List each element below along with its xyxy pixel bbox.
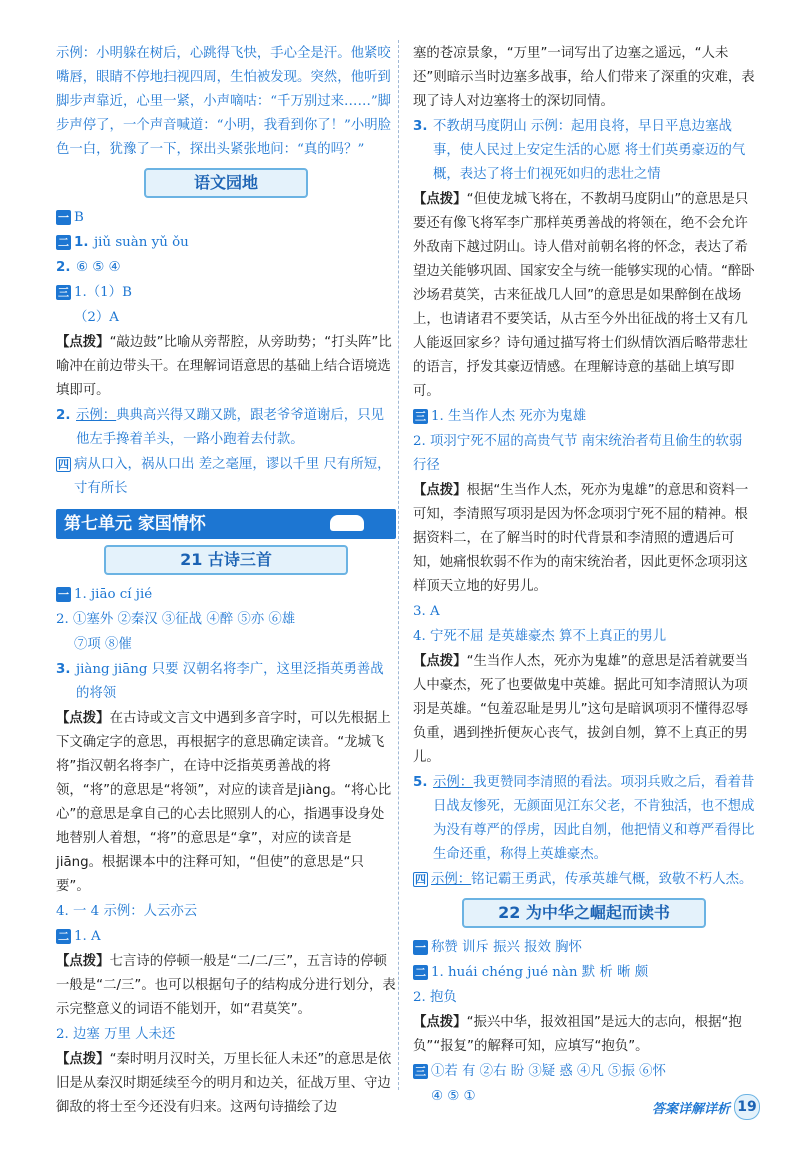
tip-paragraph <box>413 188 755 404</box>
section-badge: 二 <box>58 236 69 249</box>
answer-row-3-ex <box>56 404 396 452</box>
section-badge: 二 <box>415 966 426 979</box>
answer-text: 1.（1）B <box>74 285 132 300</box>
tip-paragraph <box>56 950 396 1022</box>
tip-paragraph <box>413 650 755 770</box>
section-badge: 一 <box>58 588 69 601</box>
l22-row-2-2 <box>413 986 755 1010</box>
answer-text: 2. 抱负 <box>413 990 457 1005</box>
answer-row-1 <box>56 206 396 230</box>
answer-text: 称赞 训斥 振兴 报效 胸怀 <box>431 940 582 955</box>
item-number: 3. <box>56 662 71 677</box>
answer-text: 2. 边塞 万里 人未还 <box>56 1027 176 1042</box>
tip-paragraph <box>56 331 396 403</box>
answer-text: 4. 宁死不屈 是英雄豪杰 算不上真正的男儿 <box>413 629 667 644</box>
unit-title: 第七单元 家国情怀 <box>64 514 206 534</box>
item-number: 3. <box>413 119 428 134</box>
left-column <box>56 42 396 1120</box>
answer-text: 典典高兴得又蹦又跳，跟老爷爷道谢后，只见他左手搀着羊头，一路小跑着去付款。 <box>76 408 384 447</box>
tip-text: “敲边鼓”比喻从旁帮腔，从旁助势；“打头阵”比喻冲在前边带头干。在理解词语意思的基础上结合语境选填即可。 <box>56 335 392 398</box>
answer-text: 1. A <box>74 929 101 944</box>
answer-text: ⑥ ⑤ ④ <box>76 260 121 275</box>
answer-text: ⑦项 ⑧催 <box>74 637 132 652</box>
example-label: 示例： <box>76 408 117 423</box>
answer-text: 2. ①塞外 ②秦汉 ③征战 ④醉 ⑤亦 ⑥雄 <box>56 612 296 627</box>
item-number: 5. <box>413 775 428 790</box>
answer-row-2-2 <box>56 256 396 280</box>
page-number: 19 <box>734 1094 760 1120</box>
l21-row-2b <box>56 633 396 657</box>
item-number: 2. <box>56 260 71 275</box>
tip-label: 【点拨】 <box>56 335 110 350</box>
section-badge: 四 <box>415 873 426 886</box>
answer-text: 4. 一 4 示例：人云亦云 <box>56 904 198 919</box>
example-text: 小明躲在树后，心跳得飞快，手心全是汗。他紧咬嘴唇，眼睛不停地扫视四周，生怕被发现。突然，他听到脚步声靠近，心里一紧，小声嘀咕：“千万别过来……”脚步声停了，一个声音喊道：“小明，我看到你了！”小明脸色一白，犹豫了一下，探出头紧张地问：“真的吗？” <box>56 46 392 157</box>
lesson-22-title: 22 为中华之崛起而读书 <box>462 898 706 928</box>
item-number: 2. <box>56 408 71 423</box>
tip-label: 【点拨】 <box>56 711 110 726</box>
l22-row-3 <box>413 1060 755 1084</box>
unit-banner <box>56 509 396 539</box>
s3-row-1 <box>413 405 755 429</box>
section-badge: 一 <box>58 211 69 224</box>
answer-row-3-1 <box>56 281 396 305</box>
answer-text: 3. A <box>413 604 440 619</box>
answer-text: jiǔ suàn yǔ ǒu <box>94 235 189 250</box>
example-paragraph <box>56 42 396 162</box>
section-badge: 一 <box>415 941 426 954</box>
example-label: 示例： <box>56 46 97 61</box>
tip-label: 【点拨】 <box>56 954 110 969</box>
tip-paragraph <box>56 707 396 899</box>
l21-s2-row-2 <box>56 1023 396 1047</box>
tip-label: 【点拨】 <box>413 192 467 207</box>
l21-row-1 <box>56 583 396 607</box>
continued-paragraph: 塞的苍凉景象，“万里”一词写出了边塞之遥远，“人未还”则暗示当时边塞多战事，给人们带来了深重的灾难，表现了诗人对边塞将士的深切同情。 <box>413 46 755 109</box>
tip-paragraph <box>413 1011 755 1059</box>
tip-text: “振兴中华，报效祖国”是远大的志向，根据“抱负”“报复”的解释可知，应填写“抱负”。 <box>413 1015 742 1054</box>
s4-row <box>413 868 755 892</box>
answer-text: ①若 有 ②右 盼 ③疑 惑 ④凡 ⑤振 ⑥怀 <box>431 1064 666 1079</box>
l21-row-3 <box>56 658 396 706</box>
section-badge: 二 <box>58 930 69 943</box>
answer-text: 1. huái chéng jué nàn 默 析 晰 颇 <box>431 965 649 980</box>
section-badge: 四 <box>58 458 69 471</box>
answer-text: jiàng jiāng 只要 汉朝名将李广，这里泛指英勇善战的将领 <box>76 662 384 701</box>
tip-label: 【点拨】 <box>56 1052 110 1067</box>
tip-text: 在古诗或文言文中遇到多音字时，可以先根据上下文确定字的意思，再根据字的意思确定读音。“龙城飞将”指汉朝名将李广，在诗中泛指英勇善战的将领，“将”的意思是“将领”，对应的读音是jiàng。“将心比心”的意思是拿自己的心去比照别人的心，指遇事设身处地替别人着想，“将”的意思是“拿”，对应的读音是jiāng。根据课本中的注释可知，“但使”的意思是“只要”。 <box>56 711 392 894</box>
l22-row-2-1 <box>413 961 755 985</box>
answer-text: B <box>74 210 84 225</box>
tip-paragraph <box>56 1048 396 1120</box>
answer-text: （2）A <box>74 310 119 325</box>
l22-row-1 <box>413 936 755 960</box>
tip-paragraph <box>413 479 755 599</box>
tip-text: “生当作人杰，死亦为鬼雄”的意思是活着就要当人中豪杰，死了也要做鬼中英雄。据此可知李清照认为项羽是英雄。“包羞忍耻是男儿”这句是暗讽项羽不懂得忍辱负重，遇到挫折便灰心丧气，拔剑自刎，算不上真正的男儿。 <box>413 654 749 765</box>
tip-text: 根据“生当作人杰，死亦为鬼雄”的意思和资料一可知，李清照写项羽是因为怀念项羽宁死不屈的精神。根据资料二，在了解当时的时代背景和李清照的遭遇后可知，她痛恨软弱不作为的南宋统治者，因此更怀念项羽这样顶天立地的好男儿。 <box>413 483 749 594</box>
tip-label: 【点拨】 <box>413 1015 467 1030</box>
l21-row-4 <box>56 900 396 924</box>
s3-row-2 <box>413 430 755 478</box>
answer-row-3-2 <box>56 306 396 330</box>
item-number: 1. <box>74 235 89 250</box>
section-badge: 三 <box>58 286 69 299</box>
example-label: 示例： <box>431 872 472 887</box>
answer-text: 不教胡马度阴山 示例：起用良将，早日平息边塞战事，使人民过上安定生活的心愿 将士们英勇豪迈的气概，表达了将士们视死如归的悲壮之情 <box>433 119 746 182</box>
section-title-garden: 语文园地 <box>144 168 308 198</box>
tip-text: “秦时明月汉时关，万里长征人未还”的意思是依旧是从秦汉时期延续至今的明月和边关，征战万里、守边御敌的将士至今还没有归来。这两句诗描绘了边 <box>56 1052 392 1115</box>
answer-text: 我更赞同李清照的看法。项羽兵败之后，看着昔日战友惨死，无颜面见江东父老，不肯独活，也不想成为没有尊严的俘虏，因此自刎，他把情义和尊严看得比生命还重，称得上英雄豪杰。 <box>433 775 755 862</box>
answer-text: 2. 项羽宁死不屈的高贵气节 南宋统治者苟且偷生的软弱行径 <box>413 434 743 473</box>
tip-label: 【点拨】 <box>413 483 467 498</box>
s3-row-5 <box>413 771 755 867</box>
l21-row-2 <box>56 608 396 632</box>
right-column <box>413 42 755 1110</box>
section-badge: 三 <box>415 1065 426 1078</box>
answer-text: 1. jiāo cí jié <box>74 587 153 602</box>
answer-text: 1. 生当作人杰 死亦为鬼雄 <box>431 409 587 424</box>
section-badge: 三 <box>415 410 426 423</box>
car-icon <box>330 515 364 531</box>
s3-row-3 <box>413 600 755 624</box>
example-label: 示例： <box>433 775 474 790</box>
answer-text: ④ ⑤ ① <box>431 1089 476 1104</box>
lesson-21-title: 21 古诗三首 <box>104 545 348 575</box>
answer-text: 病从口入，祸从口出 差之毫厘，谬以千里 尺有所短，寸有所长 <box>74 457 391 496</box>
l21-s2-row-1 <box>56 925 396 949</box>
page-footer <box>652 1095 760 1119</box>
footer-label: 答案详解详析 <box>651 1101 730 1117</box>
tip-text: “但使龙城飞将在，不教胡马度阴山”的意思是只要还有像飞将军李广那样英勇善战的将领在，绝不会允许外敌南下越过阴山。诗人借对前朝名将的怀念，表达了希望边关能够巩固、国家安全与统一能够实现的心情。“醉卧沙场君莫笑，古来征战几人回”的意思是如果醉倒在战场上，也请诸君不要笑话，从古至今外出征战的将士又有几人能返回家乡？诗句通过描写将士们纵情饮酒后略带悲壮的语言，抒发其豪迈情感。在理解诗意的基础上填写即可。 <box>413 192 755 399</box>
answer-text: 铭记霸王勇武，传承英雄气概，致敬不朽人杰。 <box>471 872 753 887</box>
r-row-3 <box>413 115 755 187</box>
tip-label: 【点拨】 <box>413 654 467 669</box>
answer-row-2-1 <box>56 231 396 255</box>
column-divider <box>398 40 399 1090</box>
s3-row-4 <box>413 625 755 649</box>
answer-row-4 <box>56 453 396 501</box>
tip-text: 七言诗的停顿一般是“二/二/三”，五言诗的停顿一般是“二/三”。也可以根据句子的结构成分进行划分，表示完整意义的词语不能划开，如“君莫笑”。 <box>56 954 396 1017</box>
